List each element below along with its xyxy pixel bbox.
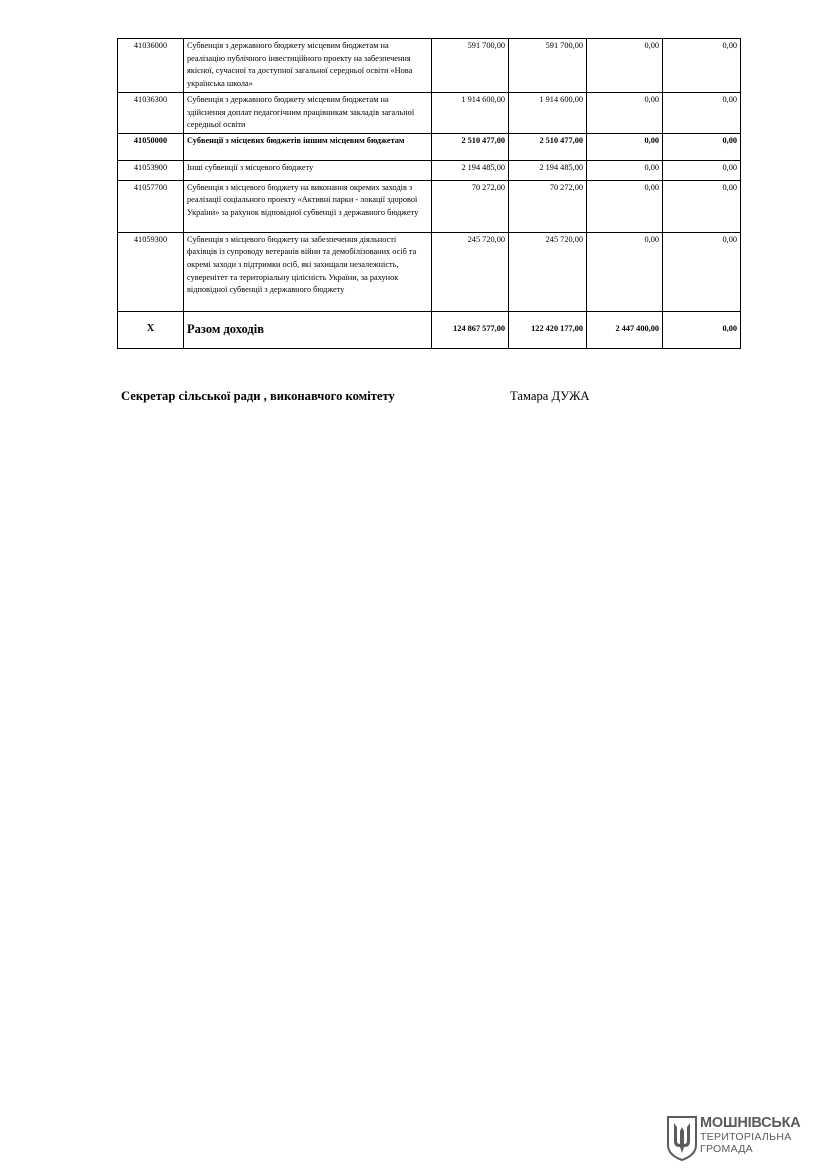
row-total: 70 272,00 xyxy=(432,180,509,232)
row-name: Субвенція з місцевого бюджету на забезпечення діяльності фахівців із супроводу ветеранів війни та демобілізованих осіб та окремі заходи з підтримки осіб, які захищали незалежність, суверенітет та територіальну цілісність України, за рахунок відповідної субвенції з державного бюджету xyxy=(184,232,432,311)
table-row xyxy=(118,133,741,160)
row-special-fund: 0,00 xyxy=(587,232,663,311)
row-development-budget: 0,00 xyxy=(663,93,741,134)
row-total: 1 914 600,00 xyxy=(432,93,509,134)
row-name: Субвенція з державного бюджету місцевим бюджетам на реалізацію публічного інвестиційного проекту на забезпечення якісної, сучасної та доступної загальної середньої освіти «Нова українська школа» xyxy=(184,39,432,93)
row-code: 41036300 xyxy=(118,93,184,134)
row-name: Субвенції з місцевих бюджетів іншим місцевим бюджетам xyxy=(184,133,432,160)
row-development-budget: 0,00 xyxy=(663,133,741,160)
row-code: 41036000 xyxy=(118,39,184,93)
table-row xyxy=(118,232,741,311)
row-code: 41057700 xyxy=(118,180,184,232)
row-name: Інші субвенції з місцевого бюджету xyxy=(184,160,432,180)
row-special-fund: 0,00 xyxy=(587,160,663,180)
total-development-budget: 0,00 xyxy=(663,311,741,348)
row-code: 41050000 xyxy=(118,133,184,160)
table-row xyxy=(118,93,741,134)
row-total: 2 194 485,00 xyxy=(432,160,509,180)
total-label: Разом доходів xyxy=(184,311,432,348)
logo-line-2: ТЕРИТОРІАЛЬНА xyxy=(700,1131,792,1143)
row-total: 591 700,00 xyxy=(432,39,509,93)
table-row xyxy=(118,180,741,232)
row-special-fund: 0,00 xyxy=(587,180,663,232)
trident-emblem-icon xyxy=(666,1115,698,1161)
row-code: 41053900 xyxy=(118,160,184,180)
revenue-table xyxy=(117,38,741,349)
row-special-fund: 0,00 xyxy=(587,133,663,160)
signatory-title: Секретар сільської ради , виконавчого комітету xyxy=(121,389,395,403)
row-general-fund: 2 194 485,00 xyxy=(509,160,587,180)
row-name: Субвенція з місцевого бюджету на виконання окремих заходів з реалізації соціального проекту «Активні парки - локації здорової України» за рахунок відповідної субвенції з державного бюджету xyxy=(184,180,432,232)
signature-block xyxy=(121,389,741,409)
row-code: 41059300 xyxy=(118,232,184,311)
table-row xyxy=(118,39,741,93)
row-general-fund: 591 700,00 xyxy=(509,39,587,93)
logo-line-1: МОШНІВСЬКА xyxy=(700,1115,801,1131)
row-total: 245 720,00 xyxy=(432,232,509,311)
row-name: Субвенція з державного бюджету місцевим бюджетам на здійснення доплат педагогічним працівникам закладів загальної середньої освіти xyxy=(184,93,432,134)
logo-line-3: ГРОМАДА xyxy=(700,1143,753,1155)
total-row xyxy=(118,311,741,348)
total-code: X xyxy=(118,311,184,348)
row-general-fund: 1 914 600,00 xyxy=(509,93,587,134)
row-development-budget: 0,00 xyxy=(663,160,741,180)
table-row xyxy=(118,160,741,180)
row-general-fund: 2 510 477,00 xyxy=(509,133,587,160)
signatory-name: Тамара ДУЖА xyxy=(510,389,590,403)
row-special-fund: 0,00 xyxy=(587,39,663,93)
row-development-budget: 0,00 xyxy=(663,39,741,93)
total-special-fund: 2 447 400,00 xyxy=(587,311,663,348)
row-development-budget: 0,00 xyxy=(663,180,741,232)
row-development-budget: 0,00 xyxy=(663,232,741,311)
row-total: 2 510 477,00 xyxy=(432,133,509,160)
community-logo xyxy=(666,1113,816,1163)
row-special-fund: 0,00 xyxy=(587,93,663,134)
logo-text xyxy=(700,1115,801,1155)
total-sum: 124 867 577,00 xyxy=(432,311,509,348)
total-general-fund: 122 420 177,00 xyxy=(509,311,587,348)
row-general-fund: 245 720,00 xyxy=(509,232,587,311)
row-general-fund: 70 272,00 xyxy=(509,180,587,232)
